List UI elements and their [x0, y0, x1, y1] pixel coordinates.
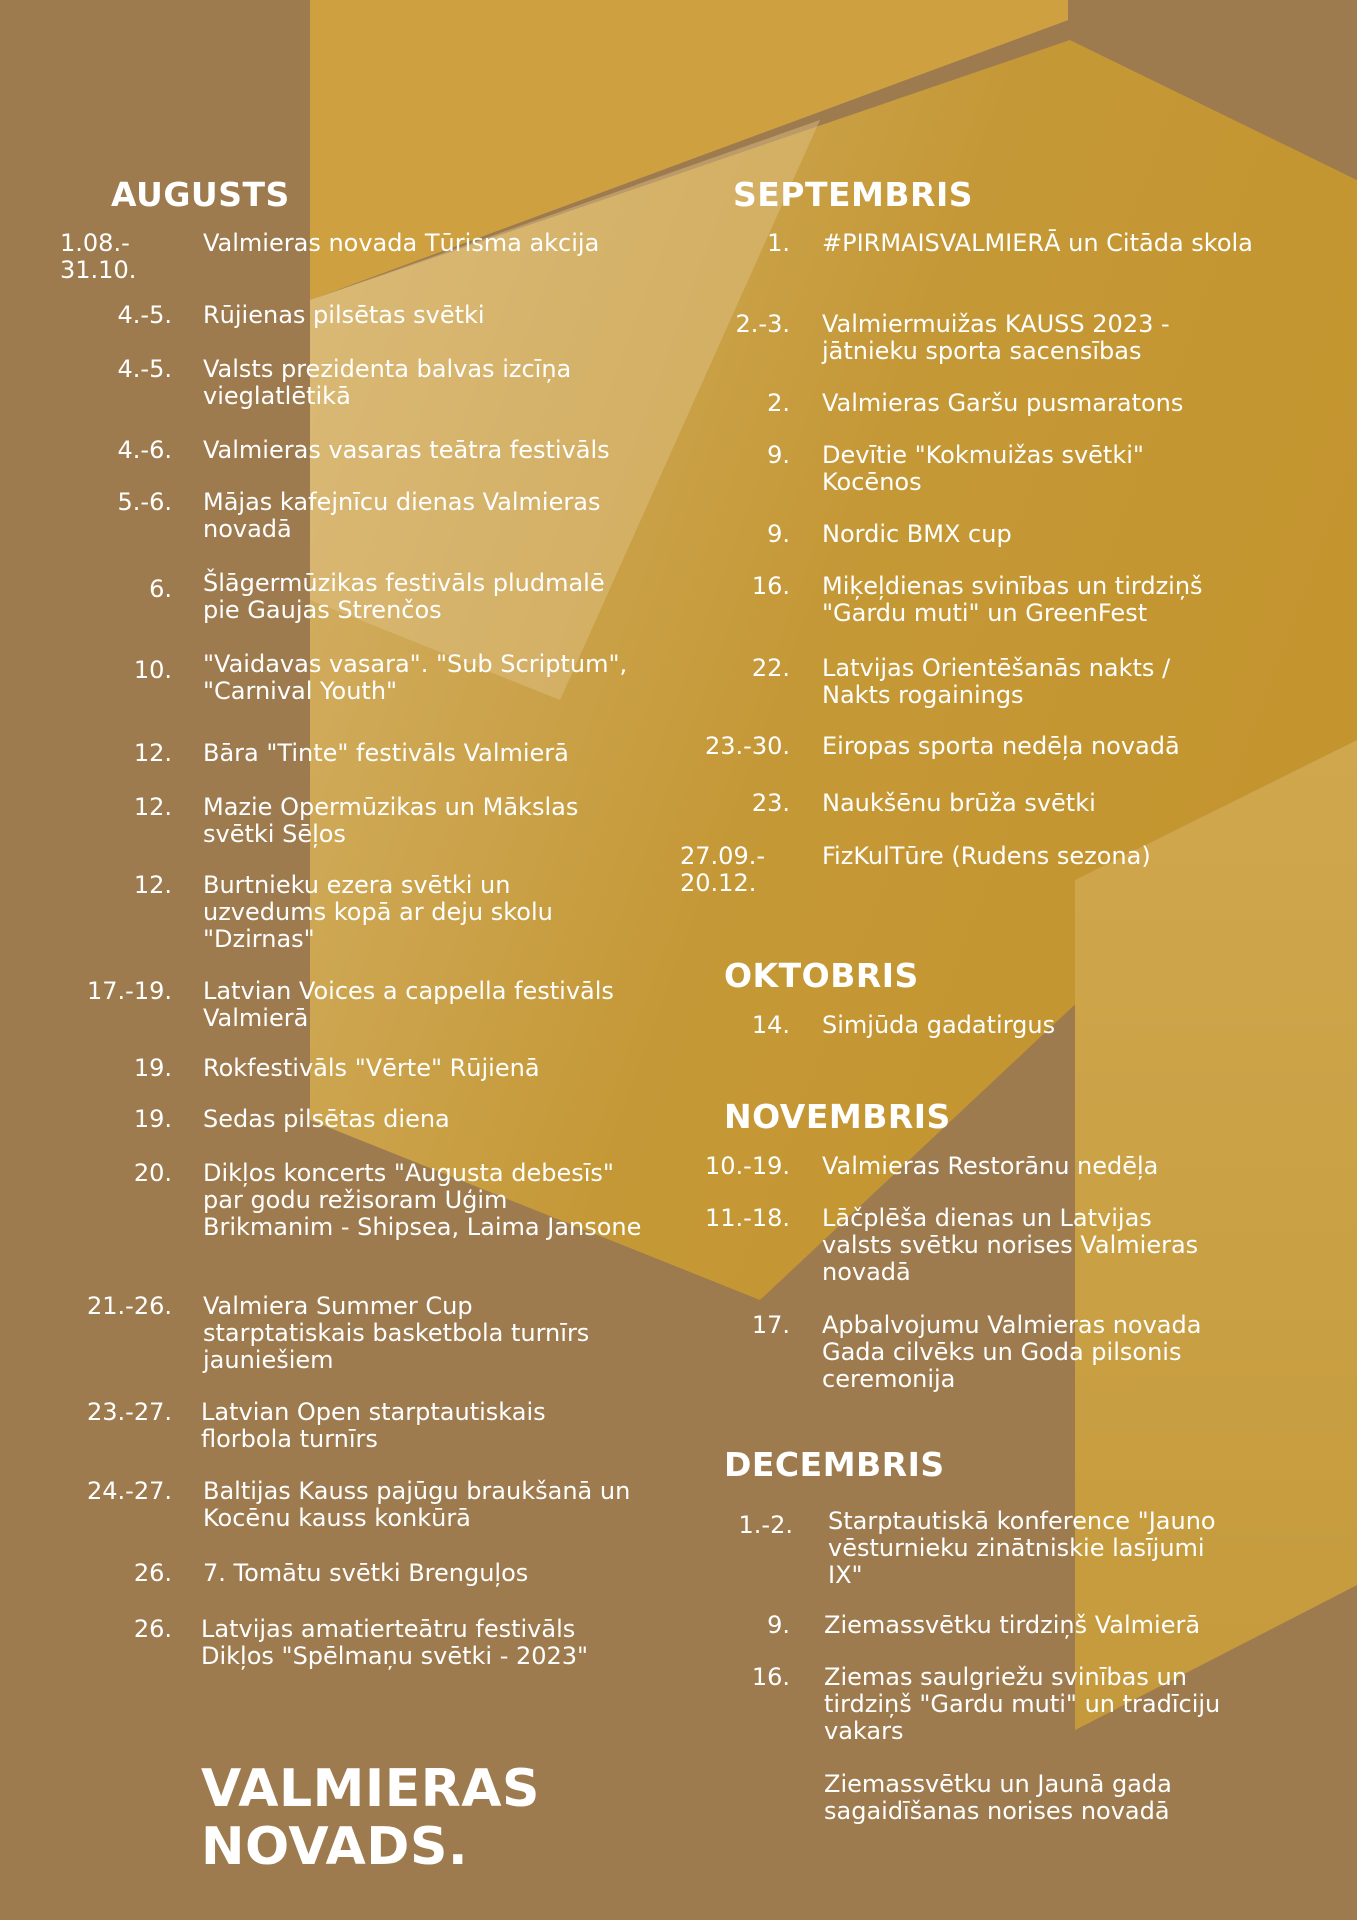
- event-date: 2.: [767, 389, 790, 417]
- event-title: 7. Tomātu svētki Brenguļos: [203, 1559, 529, 1587]
- event-date: 1.-2.: [738, 1511, 793, 1539]
- event-title: Burtnieku ezera svētki un uzvedums kopā ar deju skolu "Dzirnas": [203, 871, 553, 953]
- month-heading-novembris: NOVEMBRIS: [724, 1097, 951, 1136]
- event-title: Valmieras Restorānu nedēļa: [822, 1152, 1159, 1180]
- event-title: "Vaidavas vasara". "Sub Scriptum", "Carnival Youth": [203, 650, 628, 705]
- event-title: Valmiermuižas KAUSS 2023 - jātnieku sporta sacensības: [822, 310, 1170, 365]
- event-date: 12.: [133, 739, 172, 767]
- event-date: 26.: [133, 1615, 172, 1643]
- event-date: 5.-6.: [117, 488, 172, 516]
- logo-line-2: NOVADS.: [201, 1817, 469, 1877]
- event-title: Rūjienas pilsētas svētki: [203, 301, 485, 329]
- event-title: Rokfestivāls "Vērte" Rūjienā: [203, 1054, 540, 1082]
- event-title: Lāčplēša dienas un Latvijas valsts svētku norises Valmieras novadā: [822, 1204, 1199, 1286]
- event-date: 2.-3.: [735, 310, 790, 338]
- event-date: 21.-26.: [87, 1292, 172, 1320]
- event-date: 23.-30.: [705, 732, 790, 760]
- month-heading-septembris: SEPTEMBRIS: [733, 175, 973, 214]
- event-title: Devītie "Kokmuižas svētki" Kocēnos: [822, 441, 1144, 496]
- event-date: 17.-19.: [87, 977, 172, 1005]
- event-date: 4.-6.: [117, 436, 172, 464]
- event-date: 19.: [133, 1105, 172, 1133]
- event-title: Mājas kafejnīcu dienas Valmieras novadā: [203, 488, 601, 543]
- event-date: 1.08.- 31.10.: [60, 229, 137, 284]
- event-title: Baltijas Kauss pajūgu braukšanā un Kocēnu kauss konkūrā: [203, 1477, 631, 1532]
- event-date: 9.: [767, 1611, 790, 1639]
- event-title: FizKulTūre (Rudens sezona): [822, 842, 1151, 870]
- event-date: 23.-27.: [87, 1398, 172, 1426]
- event-date: 16.: [751, 572, 790, 600]
- event-date: 4.-5.: [117, 355, 172, 383]
- event-title: Sedas pilsētas diena: [203, 1105, 450, 1133]
- event-date: 4.-5.: [117, 301, 172, 329]
- event-title: Apbalvojumu Valmieras novada Gada cilvēks un Goda pilsonis ceremonija: [822, 1311, 1202, 1393]
- valmieras-novads-logo: [201, 1760, 540, 1876]
- event-title: Mazie Opermūzikas un Mākslas svētki Sēļos: [203, 793, 579, 848]
- event-title: Miķeļdienas svinības un tirdziņš "Gardu muti" un GreenFest: [822, 572, 1203, 627]
- event-date: 10.: [133, 656, 172, 684]
- event-title: Latvijas Orientēšanās nakts / Nakts rogainings: [822, 654, 1171, 709]
- event-date: 12.: [133, 871, 172, 899]
- event-title: Naukšēnu brūža svētki: [822, 789, 1096, 817]
- event-title: Valsts prezidenta balvas izcīņa vieglatlētikā: [203, 355, 572, 410]
- event-title: Valmieras Garšu pusmaratons: [822, 389, 1184, 417]
- month-heading-oktobris: OKTOBRIS: [724, 956, 919, 995]
- event-date: 19.: [133, 1054, 172, 1082]
- event-date: 11.-18.: [705, 1204, 790, 1232]
- event-date: 16.: [751, 1663, 790, 1691]
- event-date: 22.: [751, 654, 790, 682]
- event-title: Valmiera Summer Cup starptatiskais basketbola turnīrs jauniešiem: [203, 1292, 590, 1374]
- event-title: Šlāgermūzikas festivāls pludmalē pie Gaujas Strenčos: [203, 569, 605, 624]
- event-date: 10.-19.: [705, 1152, 790, 1180]
- event-title: Starptautiskā konference "Jauno vēsturnieku zinātniskie lasījumi IX": [828, 1507, 1216, 1589]
- event-title: Ziemassvētku tirdziņš Valmierā: [824, 1611, 1201, 1639]
- event-title: Valmieras novada Tūrisma akcija: [203, 229, 600, 257]
- event-date: 24.-27.: [87, 1477, 172, 1505]
- event-title: Ziemassvētku un Jaunā gada sagaidīšanas norises novadā: [824, 1770, 1172, 1825]
- event-date: 20.: [133, 1159, 172, 1187]
- event-title: Ziemas saulgriežu svinības un tirdziņš "Gardu muti" un tradīciju vakars: [824, 1663, 1221, 1745]
- event-date: 26.: [133, 1559, 172, 1587]
- event-title: Simjūda gadatirgus: [822, 1011, 1056, 1039]
- event-title: Latvian Open starptautiskais florbola turnīrs: [201, 1398, 546, 1453]
- event-title: Bāra "Tinte" festivāls Valmierā: [203, 739, 569, 767]
- event-date: 14.: [751, 1011, 790, 1039]
- month-heading-decembris: DECEMBRIS: [724, 1445, 945, 1484]
- month-heading-augusts: AUGUSTS: [111, 175, 290, 214]
- event-date: 12.: [133, 793, 172, 821]
- event-title: Nordic BMX cup: [822, 520, 1012, 548]
- event-title: #PIRMAISVALMIERĀ un Citāda skola: [822, 229, 1253, 257]
- event-title: Eiropas sporta nedēļa novadā: [822, 732, 1180, 760]
- event-date: 6.: [149, 575, 172, 603]
- event-date: 9.: [767, 520, 790, 548]
- event-date: 9.: [767, 441, 790, 469]
- event-date: 23.: [751, 789, 790, 817]
- event-date: 1.: [767, 229, 790, 257]
- event-title: Latvian Voices a cappella festivāls Valmierā: [203, 977, 614, 1032]
- event-title: Valmieras vasaras teātra festivāls: [203, 436, 610, 464]
- event-title: Latvijas amatierteātru festivāls Dikļos "Spēlmaņu svētki - 2023": [201, 1615, 589, 1670]
- event-date: 17.: [751, 1311, 790, 1339]
- event-title: Dikļos koncerts "Augusta debesīs" par godu režisoram Uģim Brikmanim - Shipsea, Laima Jansone: [203, 1159, 642, 1241]
- event-date: 27.09.- 20.12.: [680, 842, 765, 897]
- logo-line-1: VALMIERAS: [201, 1759, 540, 1819]
